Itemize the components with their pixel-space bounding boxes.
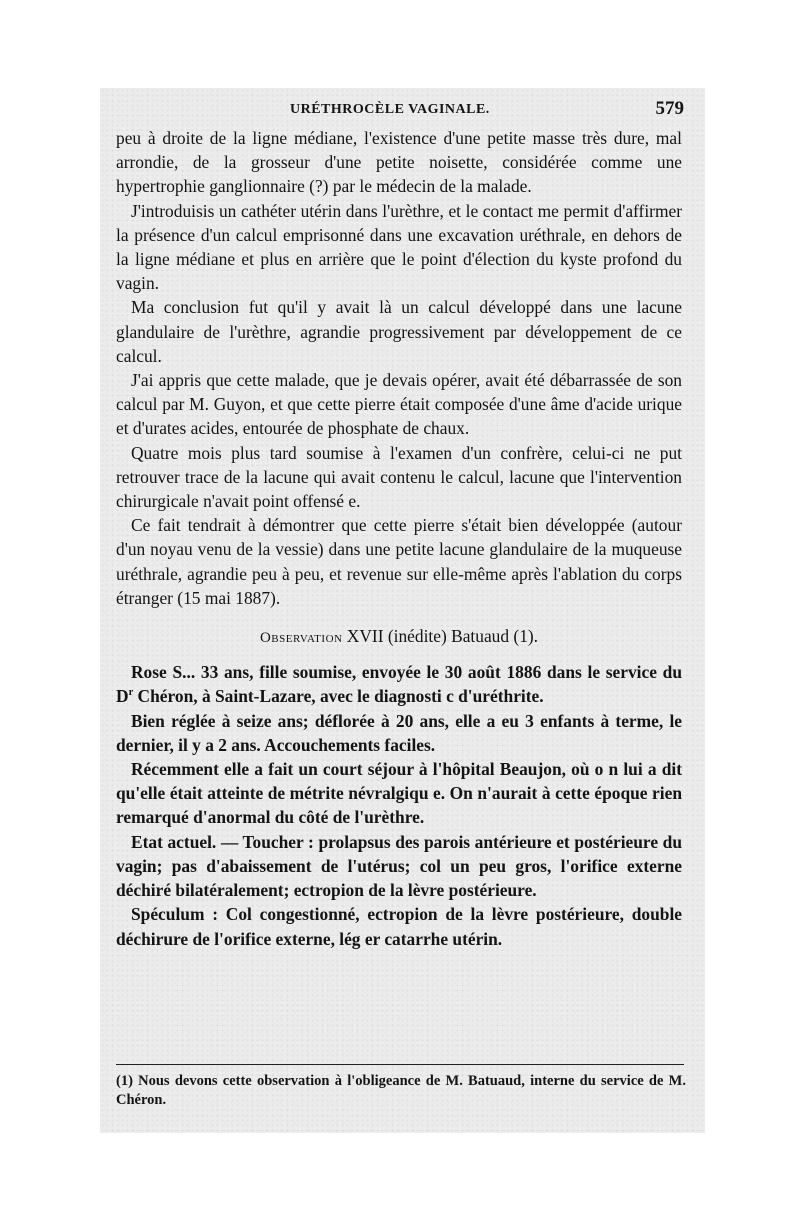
superscript: r xyxy=(128,687,134,699)
observation-heading xyxy=(116,624,682,650)
page-number: 579 xyxy=(655,98,684,119)
paragraph-part: Chéron, à Saint-Lazare, avec le diagnosti c d'uréthrite. xyxy=(133,686,544,707)
paragraph xyxy=(116,660,682,708)
paragraph: Quatre mois plus tard soumise à l'examen d'un confrère, celui-ci ne put retrouver trace de la lacune qui avait contenu le calcul, lacune que l'intervention chirurgicale n'avait point offensé e. xyxy=(116,442,682,512)
paragraph: Ce fait tendrait à démontrer que cette pierre s'était bien développée (autour d'un noyau venu de la vessie) dans une petite lacune glandulaire de la muqueuse uréthrale, agrandie peu à peu, et revenue sur elle-même après l'ablation du corps étranger (15 mai 1887). xyxy=(116,515,682,608)
footnote: (1) Nous devons cette observation à l'obligeance de M. Batuaud, interne du service de M. Chéron. xyxy=(116,1073,686,1108)
paragraph: J'ai appris que cette malade, que je devais opérer, avait été débarrassée de son calcul par M. Guyon, et que cette pierre était composée d'une âme d'acide urique et d'urates acides, entourée de phosphate de chaux. xyxy=(116,370,682,439)
observation-heading-label: Observation xyxy=(259,630,343,647)
paragraph: J'introduisis un cathéter utérin dans l'urèthre, et le contact me permit d'affirmer la présence d'un calcul emprisonné dans une excavation uréthrale, en dehors de la ligne médiane et plus en arrière que le point d'élection du kyste profond du vagin. xyxy=(116,200,682,294)
page-header xyxy=(116,98,684,124)
paragraph: Récemment elle a fait un court séjour à l'hôpital Beaujon, où o n lui a dit qu'elle était atteinte de métrite névralgiqu e. On n'aurait à cette époque rien remarqué d'anormal du côté de l'urèthre. xyxy=(116,759,682,828)
paragraph-part: Rose S... 33 ans, fille soumise, envoyée le 30 août 1886 dans le service du D xyxy=(116,662,682,707)
running-title: URÉTHROCÈLE VAGINALE. xyxy=(290,102,490,117)
observation-heading-rest: XVII (inédite) Batuaud (1). xyxy=(342,626,539,647)
paragraph-continuation: peu à droite de la ligne médiane, l'existence d'une petite masse très dure, mal arrondie, de la grosseur d'une petite noisette, considérée comme une hypertrophie ganglionnaire (?) par le médecin de la malade. xyxy=(116,128,682,197)
paragraph: Spéculum : Col congestionné, ectropion de la lèvre postérieure, double déchirure de l'orifice externe, lég er catarrhe utérin. xyxy=(116,904,682,949)
paragraph: Ma conclusion fut qu'il y avait là un calcul développé dans une lacune glandulaire de l'urèthre, agrandie progressivement par développement de ce calcul. xyxy=(116,297,682,366)
body-text xyxy=(116,126,682,951)
paragraph: Etat actuel. — Toucher : prolapsus des parois antérieure et postérieure du vagin; pas d'abaissement de l'utérus; col un peu gros, l'orifice externe déchiré bilatéralement; ectropion de la lèvre postérieure. xyxy=(116,831,682,901)
footnote-divider xyxy=(116,1064,684,1065)
paragraph: Bien réglée à seize ans; déflorée à 20 ans, elle a eu 3 enfants à terme, le dernier, il y a 2 ans. Accouchements faciles. xyxy=(116,710,682,755)
